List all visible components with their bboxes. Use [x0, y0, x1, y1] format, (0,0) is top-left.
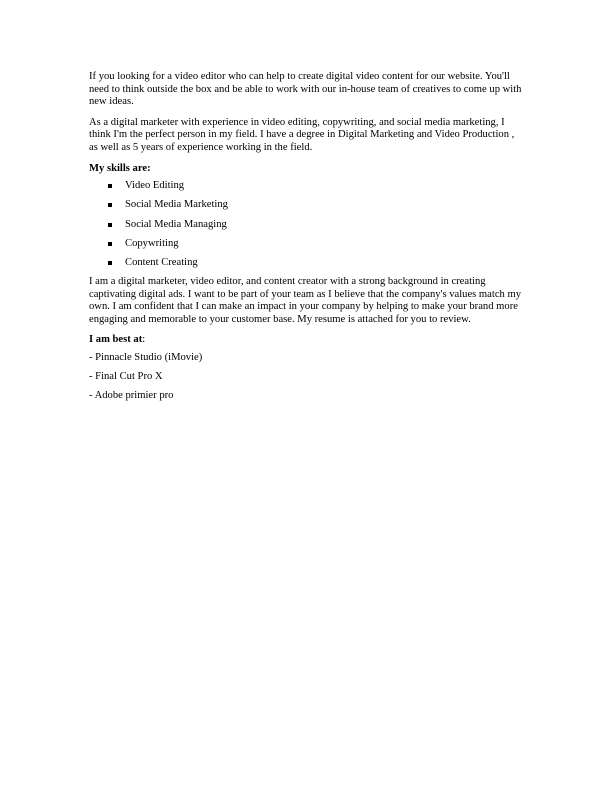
experience-paragraph: As a digital marketer with experience in video editing, copywriting, and social media marketing, I think I'm the perfect person in my field. I have a degree in Digital Marketing and Video Production , as well as 5 years of experience working in the field. — [89, 116, 515, 153]
list-item — [89, 219, 525, 232]
skill-label: Social Media Managing — [125, 218, 227, 230]
skills-heading: My skills are: — [89, 162, 151, 174]
skill-label: Copywriting — [125, 237, 179, 249]
bullet-icon — [108, 261, 112, 265]
closing-paragraph: I am a digital marketer, video editor, and content creator with a strong background in creating captivating digital ads. I want to be part of your team as I believe that the company's values match my own. I am confident that I can make an impact in your company by helping to make your brand more engaging and memorable to your customer base. My resume is attached for you to review. — [89, 276, 522, 325]
intro-paragraph: If you looking for a video editor who can help to create digital video content for our website. You'll need to think outside the box and be able to work with our in-house team of creatives to come up with new ideas. — [89, 71, 522, 108]
list-item — [89, 238, 525, 251]
list-item — [89, 180, 525, 193]
bullet-icon — [108, 184, 112, 188]
bullet-icon — [108, 203, 112, 207]
tool-item: - Final Cut Pro X — [89, 371, 163, 383]
list-item — [89, 199, 525, 212]
bullet-icon — [108, 223, 112, 227]
skills-list — [89, 180, 525, 269]
bullet-icon — [108, 242, 112, 246]
tools-heading — [89, 334, 525, 347]
tool-item: - Pinnacle Studio (iMovie) — [89, 352, 203, 364]
skill-label: Content Creating — [125, 256, 198, 268]
tools-heading-text: I am best at — [89, 334, 143, 346]
list-item — [89, 257, 525, 270]
skill-label: Video Editing — [125, 180, 185, 192]
tools-heading-colon: : — [142, 334, 146, 346]
tool-item: - Adobe primier pro — [89, 390, 174, 402]
letter-body — [89, 71, 525, 410]
skill-label: Social Media Marketing — [125, 199, 228, 211]
